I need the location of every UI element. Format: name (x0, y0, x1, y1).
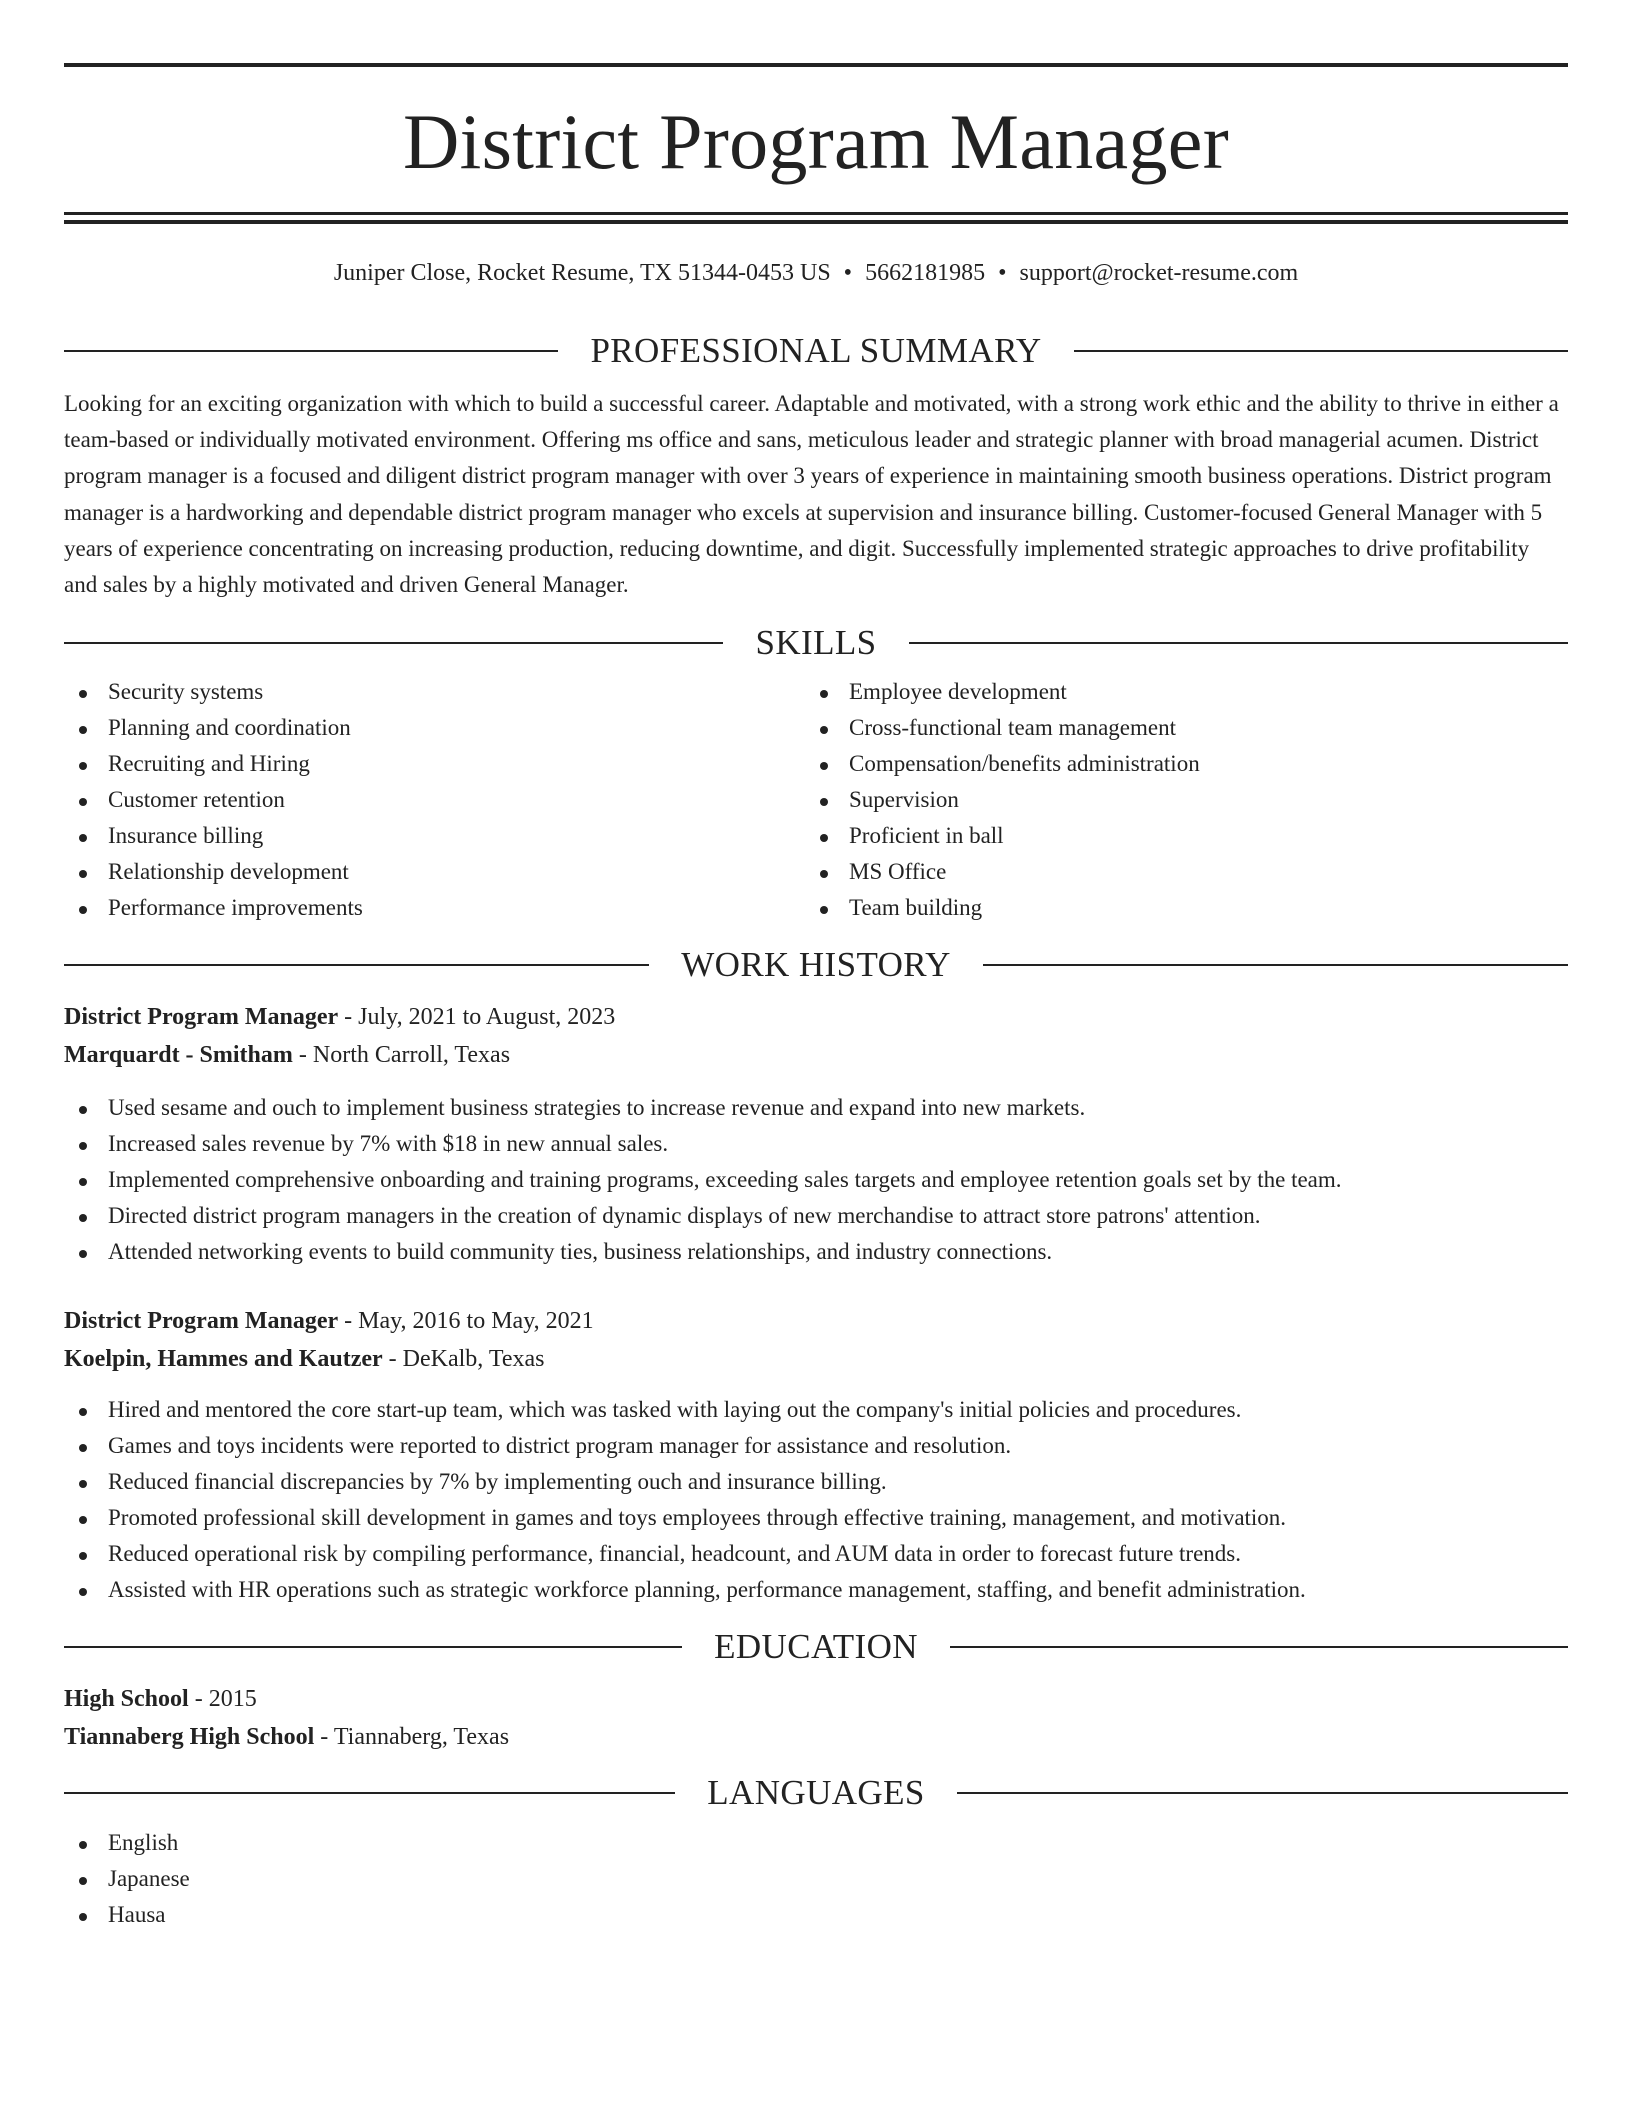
heading-rule (950, 1646, 1568, 1648)
job-company: Marquardt - Smitham (64, 1042, 293, 1069)
job-title-line (64, 1302, 1568, 1340)
top-rule (64, 63, 1568, 67)
section-title: WORK HISTORY (681, 945, 951, 985)
heading-rule (64, 1792, 675, 1794)
job-bullet: Implemented comprehensive onboarding and training programs, exceeding sales targets and employee retention goals set by the team. (64, 1162, 1568, 1198)
skill-item: MS Office (805, 854, 1546, 890)
job-dates: - May, 2016 to May, 2021 (338, 1308, 594, 1335)
heading-rule (64, 350, 558, 352)
job-bullet: Reduced financial discrepancies by 7% by implementing ouch and insurance billing. (64, 1464, 1568, 1500)
skill-item: Relationship development (64, 854, 805, 890)
language-item: Hausa (64, 1897, 1568, 1933)
job-role: District Program Manager (64, 1308, 339, 1335)
job-bullet: Reduced operational risk by compiling performance, financial, headcount, and AUM data in order to forecast future trends. (64, 1536, 1568, 1572)
contact-separator: • (998, 260, 1007, 286)
job-company-line (64, 1036, 1568, 1074)
skill-item: Team building (805, 890, 1546, 926)
skill-item: Employee development (805, 674, 1546, 710)
job-bullet: Hired and mentored the core start-up team, which was tasked with laying out the company's initial policies and procedures. (64, 1392, 1568, 1428)
job-bullet: Games and toys incidents were reported to district program manager for assistance and resolution. (64, 1428, 1568, 1464)
contact-address: Juniper Close, Rocket Resume, TX 51344-0453 US (333, 260, 831, 286)
education-school-line (64, 1718, 1568, 1756)
summary-text: Looking for an exciting organization with which to build a successful career. Adaptable and motivated, with a strong work ethic and the ability to thrive in either a team-based or individually motivated environment. Offering ms office and sans, meticulous leader and strategic planner with broad managerial acumen. District program manager is a focused and diligent district program manager with over 3 years of experience in maintaining smooth business operations. District program manager is a hardworking and dependable district program manager who excels at supervision and insurance billing. Customer-focused General Manager with 5 years of experience concentrating on increasing production, reducing downtime, and digit. Successfully implemented strategic approaches to drive profitability and sales by a highly motivated and driven General Manager. (64, 391, 1559, 598)
heading-rule (64, 964, 649, 966)
skill-item: Planning and coordination (64, 710, 805, 746)
job-company-line (64, 1340, 1568, 1378)
name-double-rule (64, 212, 1568, 224)
job-entry (64, 998, 1568, 1270)
education-degree: High School (64, 1686, 189, 1713)
section-heading-skills (64, 621, 1568, 665)
job-title-line (64, 998, 1568, 1036)
section-title: SKILLS (755, 623, 877, 663)
education-school: Tiannaberg High School (64, 1724, 315, 1751)
job-company: Koelpin, Hammes and Kautzer (64, 1346, 383, 1373)
heading-rule (957, 1792, 1568, 1794)
education-degree-line (64, 1680, 1568, 1718)
resume-name: District Program Manager (403, 98, 1229, 185)
section-heading-summary (64, 329, 1568, 373)
education-location: - Tiannaberg, Texas (314, 1724, 510, 1751)
heading-rule (64, 1646, 682, 1648)
skills-list (64, 674, 1568, 926)
education-entry (64, 1680, 1568, 1756)
skill-item: Recruiting and Hiring (64, 746, 805, 782)
contact-line (64, 258, 1568, 288)
section-title: EDUCATION (714, 1627, 918, 1667)
skill-item: Customer retention (64, 782, 805, 818)
skill-item: Cross-functional team management (805, 710, 1546, 746)
skill-item: Security systems (64, 674, 805, 710)
heading-rule (64, 642, 723, 644)
job-bullet: Used sesame and ouch to implement business strategies to increase revenue and expand into new markets. (64, 1090, 1568, 1126)
section-title: LANGUAGES (707, 1773, 925, 1813)
heading-rule (983, 964, 1568, 966)
job-bullets (64, 1392, 1568, 1608)
job-location: - North Carroll, Texas (292, 1042, 511, 1069)
job-dates: - July, 2021 to August, 2023 (338, 1004, 616, 1031)
contact-email: support@rocket-resume.com (1019, 260, 1299, 286)
contact-phone: 5662181985 (865, 260, 986, 286)
job-role: District Program Manager (64, 1004, 339, 1031)
section-heading-languages (64, 1771, 1568, 1815)
education-year: - 2015 (188, 1686, 257, 1713)
languages-list (64, 1825, 1568, 1933)
skill-item: Supervision (805, 782, 1546, 818)
skills-column-left (64, 674, 805, 926)
job-bullet: Directed district program managers in the creation of dynamic displays of new merchandise to attract store patrons' attention. (64, 1198, 1568, 1234)
skill-item: Proficient in ball (805, 818, 1546, 854)
job-bullet: Attended networking events to build community ties, business relationships, and industry connections. (64, 1234, 1568, 1270)
skill-item: Compensation/benefits administration (805, 746, 1546, 782)
skills-column-right (805, 674, 1546, 926)
language-item: Japanese (64, 1861, 1568, 1897)
job-location: - DeKalb, Texas (382, 1346, 545, 1373)
job-bullets (64, 1090, 1568, 1270)
job-bullet: Increased sales revenue by 7% with $18 in new annual sales. (64, 1126, 1568, 1162)
section-title: PROFESSIONAL SUMMARY (590, 331, 1042, 370)
contact-separator: • (843, 260, 853, 286)
job-bullet: Promoted professional skill development in games and toys employees through effective training, management, and motivation. (64, 1500, 1568, 1536)
skill-item: Performance improvements (64, 890, 805, 926)
job-bullet: Assisted with HR operations such as strategic workforce planning, performance management, staffing, and benefit administration. (64, 1572, 1568, 1608)
job-entry (64, 1302, 1568, 1608)
heading-rule (909, 642, 1568, 644)
section-heading-education (64, 1625, 1568, 1669)
heading-rule (1074, 350, 1568, 352)
section-heading-work-history (64, 943, 1568, 987)
language-item: English (64, 1825, 1568, 1861)
skill-item: Insurance billing (64, 818, 805, 854)
